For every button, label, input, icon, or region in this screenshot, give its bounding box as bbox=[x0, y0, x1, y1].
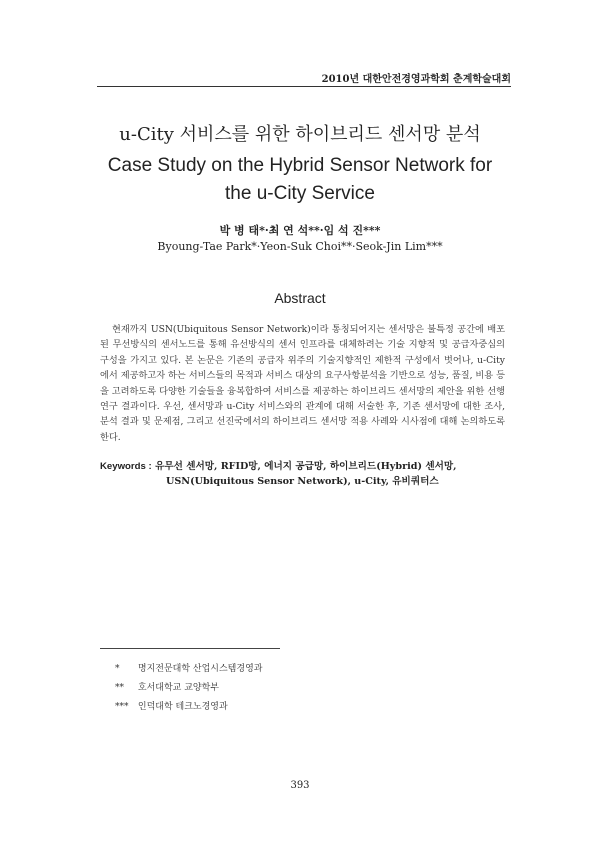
keywords-line2: USN(Ubiquitous Sensor Network), u-City, 유비쿼터스 bbox=[166, 476, 439, 487]
title-korean: u-City 서비스를 위한 하이브리드 센서망 분석 bbox=[119, 124, 481, 145]
title-english-line1: Case Study on the Hybrid Sensor Network for bbox=[107, 155, 493, 176]
footnotes bbox=[115, 660, 415, 717]
footnote-item bbox=[115, 660, 415, 679]
footnote-mark: * bbox=[115, 664, 120, 674]
title-english-line2: the u-City Service bbox=[225, 183, 375, 204]
footnote-item bbox=[115, 698, 415, 717]
footnote-text: 인덕대학 테크노경영과 bbox=[137, 702, 228, 712]
footnote-text: 명지전문대학 산업시스템경영과 bbox=[137, 664, 263, 674]
keywords-label: Keywords : bbox=[100, 461, 152, 472]
footnote-text: 호서대학교 교양학부 bbox=[137, 683, 219, 693]
footnote-divider bbox=[100, 648, 280, 649]
abstract-heading: Abstract bbox=[274, 290, 326, 306]
footnote-mark: ** bbox=[115, 683, 124, 693]
keywords bbox=[100, 459, 510, 489]
authors-english: Byoung-Tae Park*·Yeon-Suk Choi**·Seok-Jin Lim*** bbox=[157, 240, 443, 253]
title-english bbox=[60, 152, 540, 208]
keywords-line1: 유무선 센서망, RFID망, 에너지 공급망, 하이브리드(Hybrid) 센서망, bbox=[155, 461, 457, 472]
conference-header: 2010년 대한안전경영과학회 춘계학술대회 bbox=[321, 74, 511, 85]
footnote-item bbox=[115, 679, 415, 698]
footnote-mark: *** bbox=[115, 702, 129, 712]
header-divider bbox=[97, 86, 511, 87]
abstract-body: 현재까지 USN(Ubiquitous Sensor Network)이라 통칭되어지는 센서망은 불특정 공간에 배포된 무선방식의 센서노드를 통해 유선방식의 센서 인프라를 대체하려는 기술 지향적 및 공급자중심의 구성을 가지고 있다. 본 논문은 기존의 공급자 위주의 기술지향적인 제한적 구성에서 벗어나, u-City에서 제공하고자 하는 서비스들의 목적과 서비스 대상의 요구사항분석을 기반으로 성능, 품질, 비용 등을 고려하도록 다양한 기술들을 융복합하여 서비스를 제공하는 하이브리드 센서망의 제안을 위한 선행 연구 결과이다. 우선, 센서망과 u-City 서비스와의 관계에 대해 서술한 후, 기존 센서망에 대한 조사, 분석 결과 및 문제점, 그리고 선진국에서의 하이브리드 센서망 적용 사례와 시사점에 대해 논의하도록 한다. bbox=[100, 324, 505, 443]
authors-korean: 박 병 태*·최 연 석**·임 석 진*** bbox=[219, 224, 381, 237]
page-number: 393 bbox=[290, 780, 310, 791]
